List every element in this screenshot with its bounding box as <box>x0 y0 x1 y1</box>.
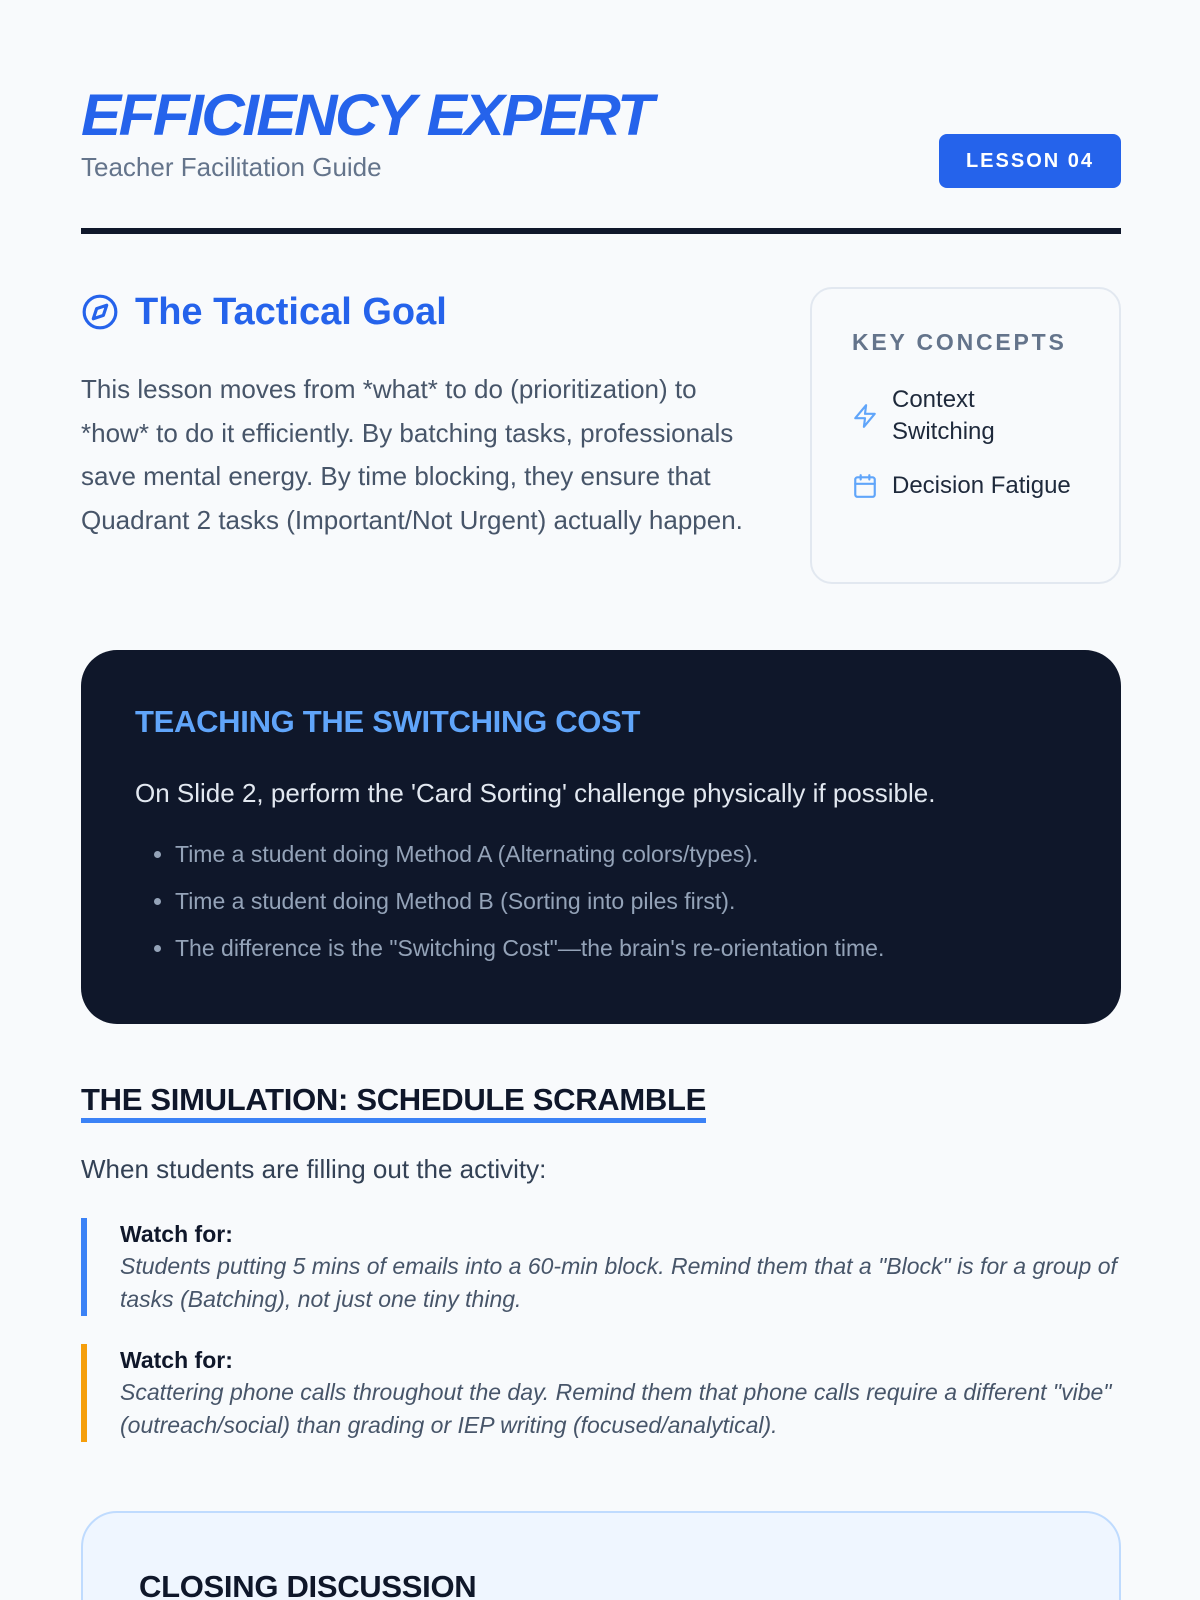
compass-icon <box>81 293 119 331</box>
calendar-icon <box>852 473 878 499</box>
switching-cost-section <box>81 650 1121 1024</box>
goal-text: This lesson moves from *what* to do (prioritization) to *how* to do it efficiently. By batching tasks, professionals save mental energy. By time blocking, they ensure that Quadrant 2 tasks (Important/Not Urgent) actually happen. <box>81 374 743 535</box>
closing-discussion-section <box>81 1511 1121 1600</box>
watch-callout <box>81 1344 1121 1442</box>
list-item: • The difference is the "Switching Cost"—the brain's re-orientation time. <box>175 933 1067 963</box>
goal-heading <box>81 290 447 334</box>
key-concepts-title: KEY CONCEPTS <box>852 329 1067 355</box>
goal-title: The Tactical Goal <box>135 290 447 333</box>
lesson-badge: LESSON 04 <box>939 134 1121 188</box>
concept-label: Decision Fatigue <box>892 472 1071 499</box>
page-header <box>81 83 1121 234</box>
page-subtitle: Teacher Facilitation Guide <box>81 152 382 182</box>
closing-title: CLOSING DISCUSSION <box>139 1569 477 1600</box>
simulation-title: THE SIMULATION: SCHEDULE SCRAMBLE <box>81 1082 706 1123</box>
list-item: • Time a student doing Method B (Sorting into piles first). <box>175 886 1067 916</box>
list-item: • Time a student doing Method A (Alternating colors/types). <box>175 839 1067 869</box>
watch-label: Watch for: <box>120 1221 233 1247</box>
switching-cost-title: TEACHING THE SWITCHING COST <box>135 704 641 739</box>
simulation-lead: When students are filling out the activity: <box>81 1154 547 1184</box>
switching-cost-list <box>135 839 1067 963</box>
watch-text: Students putting 5 mins of emails into a 60-min block. Remind them that a "Block" is for a group of tasks (Batching), not just one tiny thing. <box>120 1253 1117 1312</box>
watch-callout <box>81 1218 1121 1316</box>
concept-label: Context Switching <box>892 386 995 445</box>
key-concepts-card <box>810 287 1121 584</box>
guide-page <box>81 0 1121 1600</box>
watch-label: Watch for: <box>120 1347 233 1373</box>
concept-item <box>852 384 1079 448</box>
lightning-icon <box>852 403 878 429</box>
switching-cost-lead: On Slide 2, perform the 'Card Sorting' challenge physically if possible. <box>135 778 936 808</box>
brand-title: EFFICIENCY EXPERT <box>81 83 652 148</box>
concept-item <box>852 470 1079 502</box>
watch-text: Scattering phone calls throughout the day. Remind them that phone calls require a different "vibe" (outreach/social) than grading or IEP writing (focused/analytical). <box>120 1379 1112 1438</box>
